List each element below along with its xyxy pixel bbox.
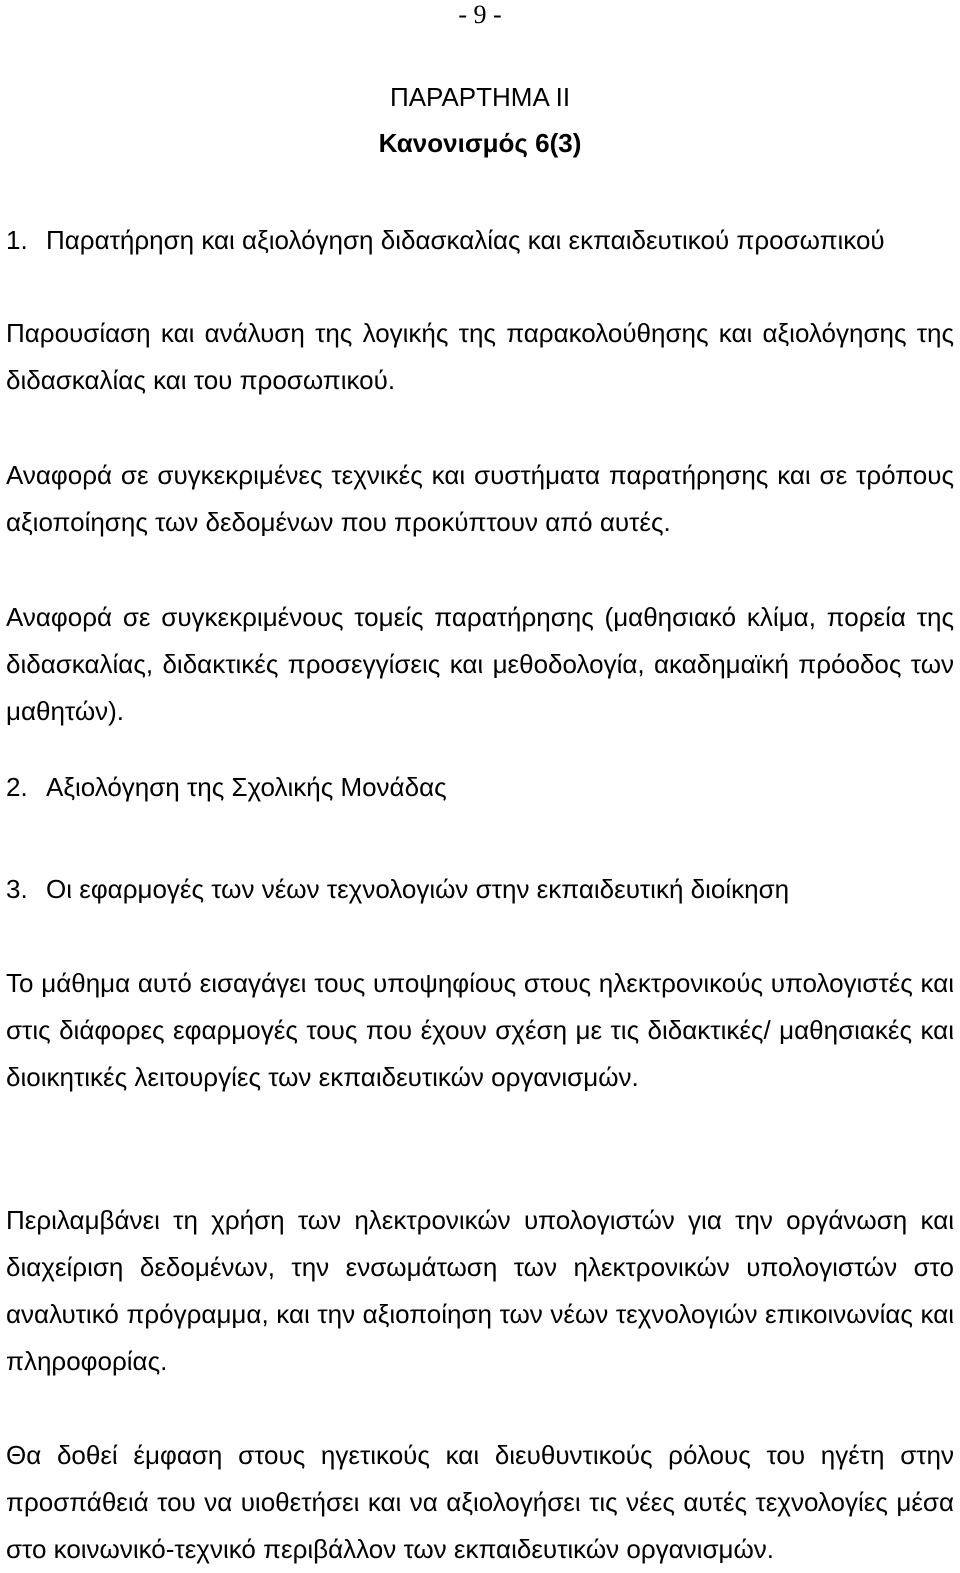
section-heading-text: Παρατήρηση και αξιολόγηση διδασκαλίας και εκπαιδευτικού προσωπικού: [46, 225, 885, 255]
section-number: 1.: [6, 225, 28, 255]
annex-title: ΠΑΡΑΡΤΗΜΑ ΙΙ: [389, 82, 571, 112]
paragraph-5: Περιλαμβάνει τη χρήση των ηλεκτρονικών υπολογιστών για την οργάνωση και διαχείριση δεδομένων, την ενσωμάτωση των ηλεκτρονικών υπολογιστών στο αναλυτικό πρόγραμμα, και την αξιοποίηση των νέων τεχνολογιών επικοινωνίας και πληροφορίας.: [6, 1205, 954, 1376]
paragraph-6: Θα δοθεί έμφαση στους ηγετικούς και διευθυντικούς ρόλους του ηγέτη στην προσπάθειά του να υιοθετήσει και να αξιολογήσει τις νέες αυτές τεχνολογίες μέσα στο κοινωνικό-τεχνικό περιβάλλον των εκπαιδευτικών οργανισμών.: [6, 1440, 954, 1564]
section-number: 2.: [6, 772, 28, 802]
section-heading-text: Αξιολόγηση της Σχολικής Μονάδας: [46, 772, 447, 802]
section-number: 3.: [6, 874, 28, 904]
annex-subtitle: Κανονισμός 6(3): [378, 128, 582, 158]
paragraph-2: Αναφορά σε συγκεκριμένες τεχνικές και συστήματα παρατήρησης και σε τρόπους αξιοποίησης των δεδομένων που προκύπτουν από αυτές.: [6, 460, 954, 537]
section-heading-3: [6, 873, 954, 905]
paragraph-3: Αναφορά σε συγκεκριμένους τομείς παρατήρησης (μαθησιακό κλίμα, πορεία της διδασκαλίας, διδακτικές προσεγγίσεις και μεθοδολογία, ακαδημαϊκή πρόοδος των μαθητών).: [6, 602, 954, 726]
page-number: - 9 -: [458, 0, 502, 29]
section-heading-2: [6, 771, 954, 803]
section-heading-text: Οι εφαρμογές των νέων τεχνολογιών στην εκπαιδευτική διοίκηση: [46, 874, 790, 904]
paragraph-4: Το μάθημα αυτό εισαγάγει τους υποψηφίους στους ηλεκτρονικούς υπολογιστές και στις διάφορες εφαρμογές τους που έχουν σχέση με τις διδακτικές/ μαθησιακές και διοικητικές λειτουργίες των εκπαιδευτικών οργανισμών.: [6, 968, 954, 1092]
section-heading-1: [6, 224, 954, 256]
paragraph-1: Παρουσίαση και ανάλυση της λογικής της παρακολούθησης και αξιολόγησης της διδασκαλίας και του προσωπικού.: [6, 318, 954, 395]
